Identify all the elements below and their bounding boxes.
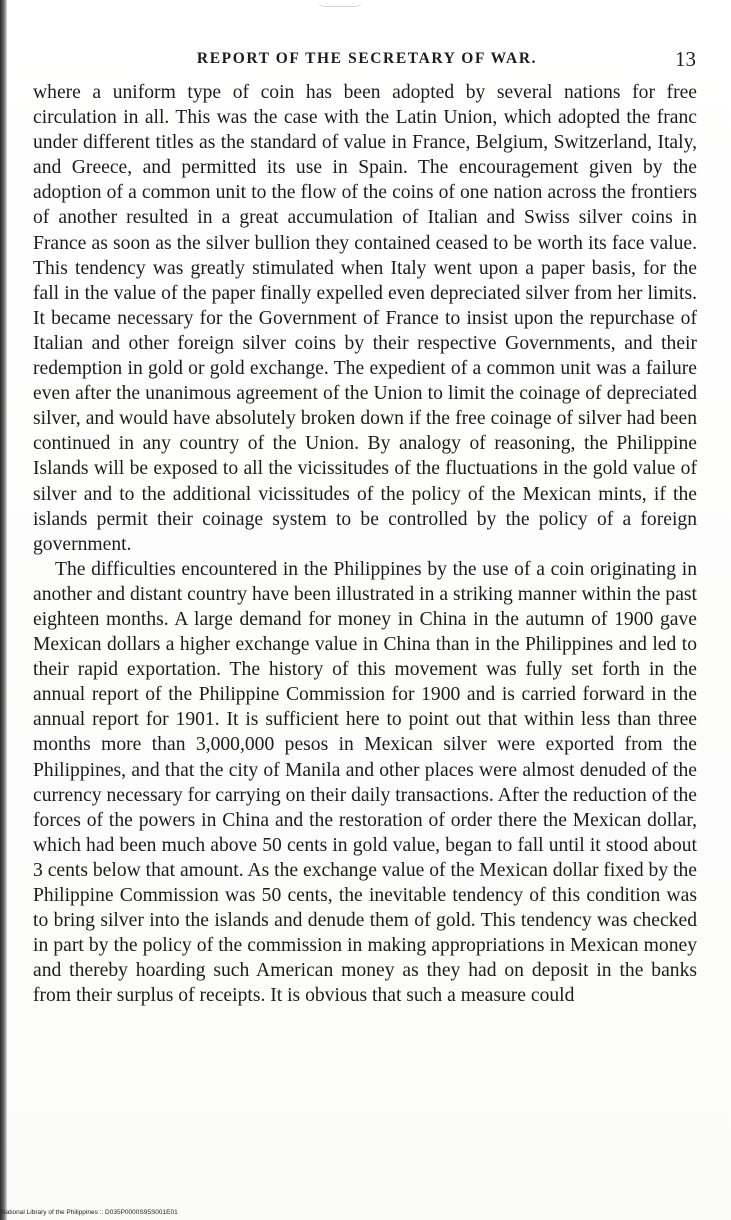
page-binding-edge xyxy=(0,0,7,1220)
running-head: REPORT OF THE SECRETARY OF WAR. xyxy=(196,50,538,67)
page-header xyxy=(36,47,698,74)
body-text xyxy=(33,80,697,1008)
page-number: 13 xyxy=(675,47,696,71)
scan-mark xyxy=(318,0,362,7)
paragraph: The difficulties encountered in the Philippines by the use of a coin originating in another and distant country have been illustrated in a striking manner within the past eighteen months. A large demand for money in China in the autumn of 1900 gave Mexican dollars a higher exchange value in China than in the Philippines and led to their rapid exportation. The history of this movement was fully set forth in the annual report of the Philippine Commission for 1900 and is carried forward in the annual report for 1901. It is sufficient here to point out that within less than three months more than 3,000,000 pesos in Mexican silver were exported from the Philippines, and that the city of Manila and other places were almost denuded of the currency necessary for carrying on their daily transactions. After the reduction of the forces of the powers in China and the restoration of order there the Mexican dollar, which had been much above 50 cents in gold value, began to fall until it stood about 3 cents below that amount. As the exchange value of the Mexican dollar fixed by the Philippine Commission was 50 cents, the inevitable tendency of this condition was to bring silver into the islands and denude them of gold. This tendency was checked in part by the policy of the commission in making appropriations in Mexican money and thereby hoarding such American money as they had on deposit in the banks from their surplus of receipts. It is obvious that such a measure could xyxy=(33,558,697,1007)
scan-source-footer: National Library of the Philippines :: D035P0000S95S001E01 xyxy=(1,1209,178,1216)
paragraph: where a uniform type of coin has been adopted by several nations for free circulation in all. This was the case with the Latin Union, which adopted the franc under different titles as the standard of value in France, Belgium, Switzerland, Italy, and Greece, and permitted its use in Spain. The encouragement given by the adoption of a common unit to the flow of the coins of one nation across the frontiers of another resulted in a great accumulation of Italian and Swiss silver coins in France as soon as the silver bullion they contained ceased to be worth its face value. This tendency was greatly stimulated when Italy went upon a paper basis, for the fall in the value of the paper finally expelled even depreciated silver from her limits. It became necessary for the Government of France to insist upon the repurchase of Italian and other foreign silver coins by their respective Governments, and their redemption in gold or gold exchange. The expedient of a common unit was a failure even after the unanimous agreement of the Union to limit the coinage of depreciated silver, and would have absolutely broken down if the free coinage of silver had been continued in any country of the Union. By analogy of reasoning, the Philippine Islands will be exposed to all the vicissitudes of the fluctuations in the gold value of silver and to the additional vicissitudes of the policy of the Mexican mints, if the islands permit their coinage system to be controlled by the policy of a foreign government. xyxy=(33,82,697,555)
